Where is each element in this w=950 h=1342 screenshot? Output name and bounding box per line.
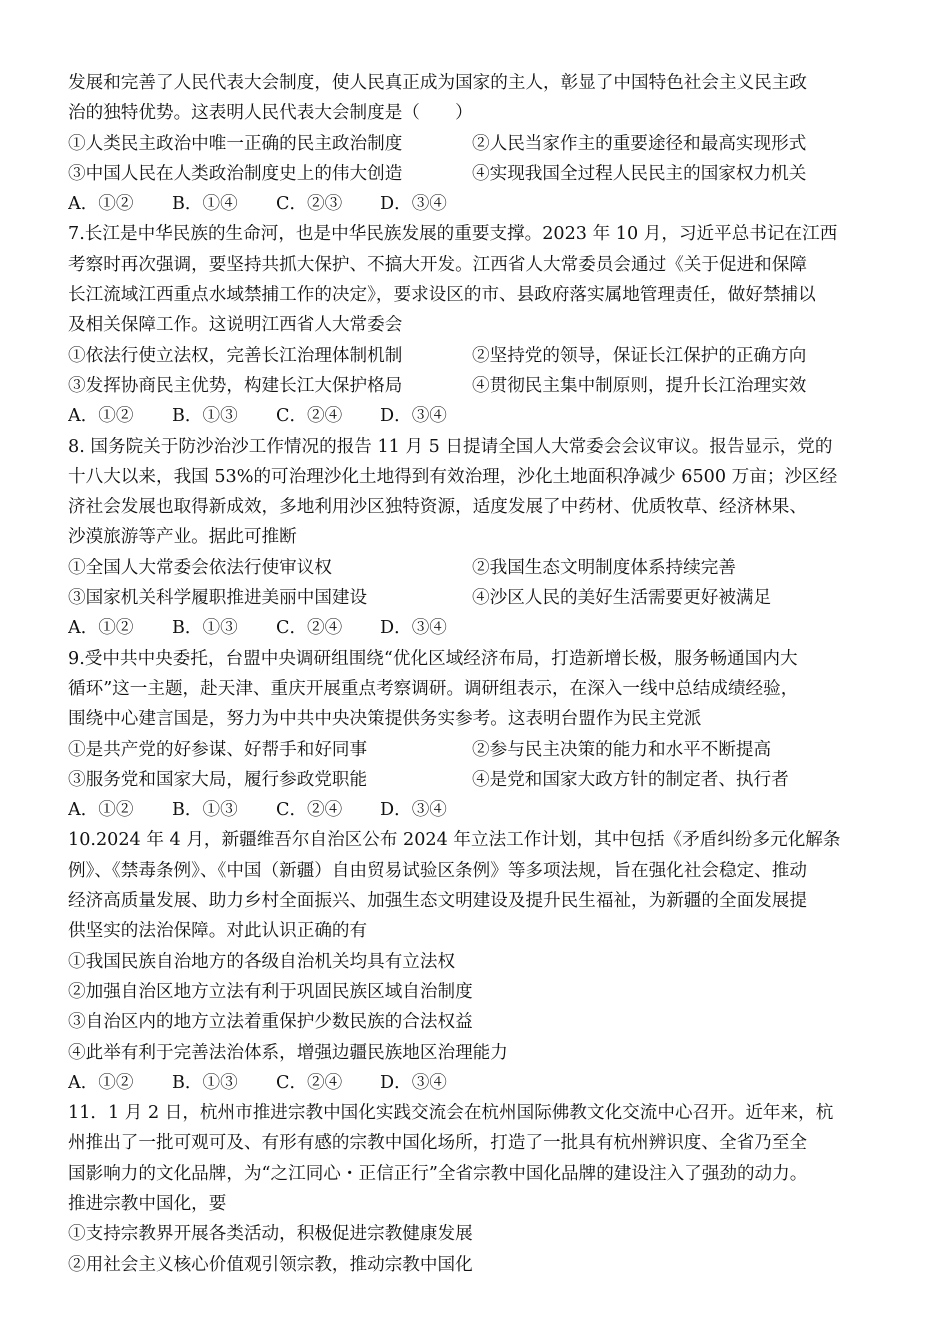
- answer-a: A．①②: [68, 406, 134, 427]
- question-stem-line: 10.2024 年 4 月，新疆维吾尔自治区公布 2024 年立法工作计划，其中包括《矛盾纠纷多元化解条: [68, 830, 841, 851]
- option-3: ③服务党和国家大局，履行参政党职能: [68, 769, 368, 790]
- answer-d: D．③④: [380, 800, 447, 821]
- option-2: ②我国生态文明制度体系持续完善: [472, 557, 736, 578]
- question-stem-line: 8. 国务院关于防沙治沙工作情况的报告 11 月 5 日提请全国人大常委会会议审议。报告显示，党的: [68, 436, 833, 457]
- question-stem-line: 循环”这一主题，赴天津、重庆开展重点考察调研。调研组表示，在深入一线中总结成绩经验，: [68, 678, 799, 699]
- question-stem-line: 长江流域江西重点水域禁捕工作的决定》，要求设区的市、县政府落实属地管理责任，做好禁捕以: [68, 285, 816, 306]
- option-1: ①全国人大常委会依法行使审议权: [68, 557, 332, 578]
- option-1: ①是共产党的好参谋、好帮手和好同事: [68, 739, 368, 760]
- answer-c: C．②④: [276, 1072, 343, 1093]
- option-2: ②参与民主决策的能力和水平不断提高: [472, 739, 772, 760]
- question-stem-line: 推进宗教中国化，要: [68, 1193, 227, 1214]
- question-stem-line: 沙漠旅游等产业。据此可推断: [68, 527, 297, 548]
- question-7: [68, 219, 884, 431]
- option-4: ④沙区人民的美好生活需要更好被满足: [472, 588, 772, 609]
- question-stem-line: 7.长江是中华民族的生命河，也是中华民族发展的重要支撑。2023 年 10 月，习近平总书记在江西: [68, 224, 838, 245]
- question-stem-line: 考察时再次强调，要坚持共抓大保护、不搞大开发。江西省人大常委员会通过《关于促进和保障: [68, 254, 807, 275]
- question-stem-line: 十八大以来，我国 53%的可治理沙化土地得到有效治理，沙化土地面积净减少 6500 万亩；沙区经: [68, 466, 838, 487]
- answer-c: C．②④: [276, 800, 343, 821]
- option-4: ④此举有利于完善法治体系，增强边疆民族地区治理能力: [68, 1042, 508, 1063]
- option-row: [68, 341, 884, 371]
- answer-b: B．①③: [172, 800, 238, 821]
- question-8: [68, 432, 884, 644]
- option-4: ④是党和国家大政方针的制定者、执行者: [472, 769, 789, 790]
- answer-c: C．②③: [276, 194, 343, 215]
- question-stem-line: 经济高质量发展、助力乡村全面振兴、加强生态文明建设及提升民生福祉，为新疆的全面发展提: [68, 891, 807, 912]
- answer-a: A．①②: [68, 618, 134, 639]
- answer-choices: [68, 613, 884, 643]
- question-stem-line: 国影响力的文化品牌，为“之江同心・正信正行”全省宗教中国化品牌的建设注入了强劲的动力。: [68, 1163, 808, 1184]
- answer-d: D．③④: [380, 618, 447, 639]
- option-row: [68, 765, 884, 795]
- answer-d: D．③④: [380, 1072, 447, 1093]
- question-stem-line: 11．1 月 2 日，杭州市推进宗教中国化实践交流会在杭州国际佛教文化交流中心召开。近年来，杭: [68, 1103, 834, 1124]
- answer-b: B．①③: [172, 618, 238, 639]
- answer-a: A．①②: [68, 800, 134, 821]
- option-4: ④贯彻民主集中制原则，提升长江治理实效: [472, 375, 807, 396]
- option-2: ②用社会主义核心价值观引领宗教，推动宗教中国化: [68, 1254, 473, 1275]
- answer-choices: [68, 401, 884, 431]
- question-stem-line: 及相关保障工作。这说明江西省人大常委会: [68, 315, 403, 336]
- option-row: [68, 553, 884, 583]
- answer-d: D．③④: [380, 194, 447, 215]
- question-stem-line: 例》、《禁毒条例》、《中国（新疆）自由贸易试验区条例》等多项法规，旨在强化社会稳定、推动: [68, 860, 807, 881]
- option-row: [68, 583, 884, 613]
- option-1: ①依法行使立法权，完善长江治理体制机制: [68, 345, 403, 366]
- answer-c: C．②④: [276, 618, 343, 639]
- option-4: ④实现我国全过程人民民主的国家权力机关: [472, 163, 807, 184]
- option-1: ①我国民族自治地方的各级自治机关均具有立法权: [68, 951, 456, 972]
- question-6: [68, 68, 884, 219]
- answer-choices: [68, 189, 884, 219]
- answer-b: B．①④: [172, 194, 238, 215]
- question-11: [68, 1098, 884, 1280]
- answer-a: A．①②: [68, 194, 134, 215]
- answer-choices: [68, 1068, 884, 1098]
- option-row: [68, 735, 884, 765]
- question-stem-line: 州推出了一批可观可及、有形有感的宗教中国化场所，打造了一批具有杭州辨识度、全省乃至全: [68, 1133, 807, 1154]
- question-stem-line: 9.受中共中央委托，台盟中央调研组围绕“优化区域经济布局，打造新增长极，服务畅通国内大: [68, 648, 798, 669]
- option-row: [68, 371, 884, 401]
- option-3: ③自治区内的地方立法着重保护少数民族的合法权益: [68, 1012, 473, 1033]
- answer-choices: [68, 795, 884, 825]
- option-2: ②人民当家作主的重要途径和最高实现形式: [472, 133, 807, 154]
- exam-page: [68, 68, 884, 1280]
- option-row: [68, 159, 884, 189]
- option-2: ②加强自治区地方立法有利于巩固民族区域自治制度: [68, 981, 473, 1002]
- answer-d: D．③④: [380, 406, 447, 427]
- answer-b: B．①③: [172, 1072, 238, 1093]
- option-3: ③发挥协商民主优势，构建长江大保护格局: [68, 375, 403, 396]
- question-10: [68, 825, 884, 1098]
- question-stem-line: 围绕中心建言国是，努力为中共中央决策提供务实参考。这表明台盟作为民主党派: [68, 709, 702, 730]
- question-stem-line: 供坚实的法治保障。对此认识正确的有: [68, 921, 368, 942]
- answer-c: C．②④: [276, 406, 343, 427]
- option-row: [68, 129, 884, 159]
- answer-b: B．①③: [172, 406, 238, 427]
- question-stem-line: 济社会发展也取得新成效，多地利用沙区独特资源，适度发展了中药材、优质牧草、经济林果、: [68, 497, 807, 518]
- option-1: ①支持宗教界开展各类活动，积极促进宗教健康发展: [68, 1224, 473, 1245]
- option-3: ③中国人民在人类政治制度史上的伟大创造: [68, 163, 403, 184]
- answer-a: A．①②: [68, 1072, 134, 1093]
- option-1: ①人类民主政治中唯一正确的民主政治制度: [68, 133, 403, 154]
- question-stem-line: 发展和完善了人民代表大会制度，使人民真正成为国家的主人，彰显了中国特色社会主义民主政: [68, 73, 807, 93]
- question-stem-line: 治的独特优势。这表明人民代表大会制度是（ ）: [68, 103, 473, 124]
- question-9: [68, 644, 884, 826]
- option-2: ②坚持党的领导，保证长江保护的正确方向: [472, 345, 807, 366]
- option-3: ③国家机关科学履职推进美丽中国建设: [68, 588, 368, 609]
